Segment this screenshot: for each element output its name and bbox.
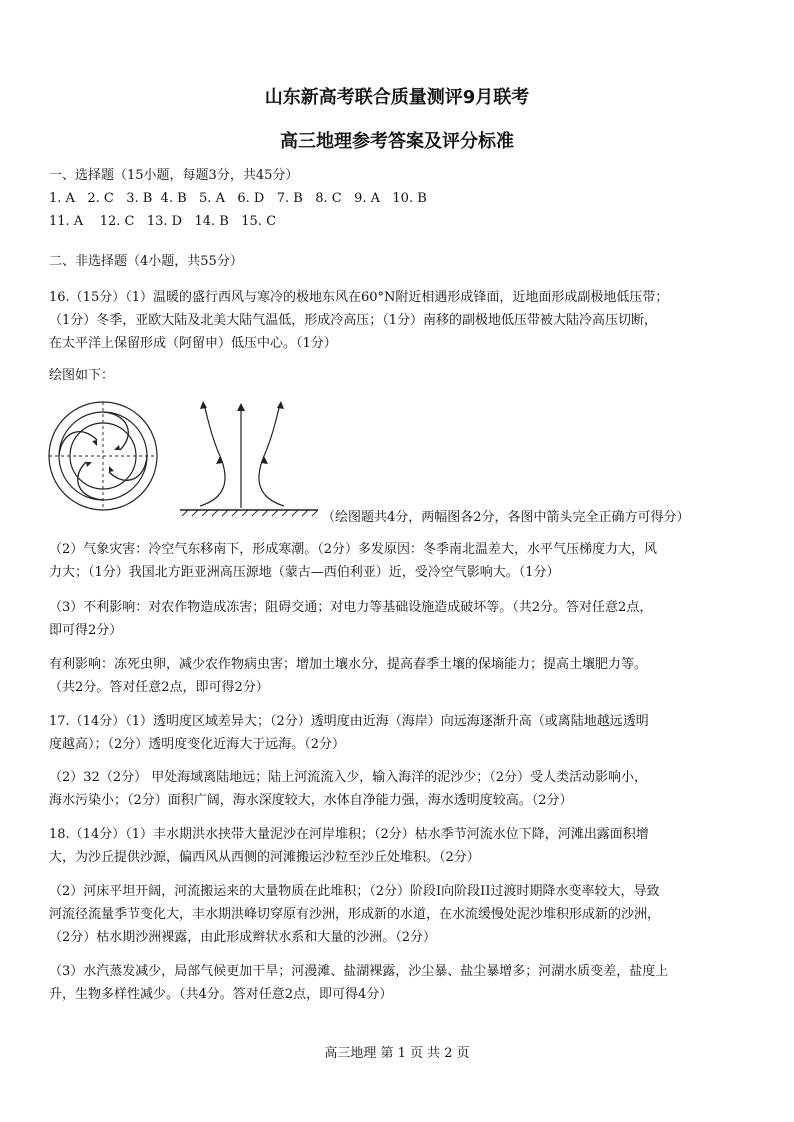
page-footer: 高三地理 第 1 页 共 2 页 (324, 1046, 470, 1061)
text-line: 16.（15分）（1）温暖的盛行西风与寒冷的极地东风在60°N附近相遇形成锋面，近地面形成副极地低压带； (49, 290, 669, 305)
text-line: （2）气象灾害：冷空气东移南下，形成寒潮。（2分）多发原因：冬季南北温差大，水平气压梯度力大，风 (49, 542, 658, 557)
draw-label: 绘图如下： (49, 368, 115, 383)
text-line: 河流径流量季节变化大，丰水期洪峰切穿原有沙洲，形成新的水道，在水流缓慢处泥沙堆积形成新的沙洲， (49, 907, 661, 922)
q18-part2 (49, 880, 749, 949)
text-line: （共2分。答对任意2点，即可得2分） (49, 680, 269, 695)
cyclone-diagram-icon (49, 402, 157, 510)
q16-part2 (49, 538, 749, 584)
q18-part3 (49, 960, 749, 1006)
text-line: （2）河床平坦开阔，河流搬运来的大量物质在此堆积；（2分）阶段I向阶段II过渡时期降水变率较大，导致 (49, 884, 660, 899)
text-line: （1分）冬季，亚欧大陆及北美大陆气温低，形成冷高压；（1分）南移的副极地低压带被大陆冷高压切断， (49, 313, 658, 328)
text-line: 力大；（1分）我国北方距亚洲高压源地（蒙古—西伯利亚）近，受冷空气影响大。（1分） (49, 565, 560, 580)
text-line: （2）32（2分） 甲处海域离陆地远；陆上河流流入少，输入海洋的泥沙少；（2分）受人类活动影响小， (49, 770, 647, 785)
text-line: 度越高）；（2分）透明度变化近海大于远海。（2分） (49, 737, 346, 752)
figure-caption: （绘图题共4分，两幅图各2分，各图中箭头完全正确方可得分） (322, 510, 690, 525)
text-line: （3）不利影响：对农作物造成冻害；阻碍交通；对电力等基础设施造成破坏等。（共2分。答对任意2点， (49, 600, 653, 615)
answers-row-1: 1. A 2. C 3. B 4. B 5. A 6. D 7. B 8. C 9. A 10. B (49, 191, 427, 206)
section2-heading: 二、非选择题（4小题，共55分） (49, 254, 243, 269)
text-line: 在太平洋上保留形成（阿留申）低压中心。（1分） (49, 336, 337, 351)
text-line: 18.（14分）（1）丰水期洪水挟带大量泥沙在河岸堆积；（2分）枯水季节河流水位下降，河滩出露面积增 (49, 827, 649, 842)
text-line: 升，生物多样性减少。（共4分。答对任意2点，即可得4分） (49, 987, 393, 1002)
q16-part3-positive (49, 653, 749, 699)
text-line: （2分）枯水期沙洲裸露，由此形成辫状水系和大量的沙洲。（2分） (49, 930, 437, 945)
q16-part3-negative (49, 596, 749, 642)
q16-figure (48, 398, 348, 523)
answers-row-2: 11. A 12. C 13. D 14. B 15. C (49, 214, 277, 229)
convergence-updraft-diagram-icon (180, 401, 318, 516)
text-line: 大，为沙丘提供沙源，偏西风从西侧的河滩搬运沙粒至沙丘处堆积。（2分） (49, 850, 480, 865)
text-line: （3）水汽蒸发减少，局部气候更加干旱；河漫滩、盐湖裸露，沙尘暴、盐尘暴增多；河湖水质变差，盐度上 (49, 964, 669, 979)
text-line: 即可得2分） (49, 623, 123, 638)
q17-part1 (49, 710, 749, 756)
section1-heading: 一、选择题（15小题，每题3分，共45分） (49, 168, 299, 183)
page-subtitle: 高三地理参考答案及评分标准 (280, 131, 514, 152)
text-line: 有利影响：冻死虫卵，减少农作物病虫害；增加土壤水分，提高春季土壤的保墒能力；提高土壤肥力等。 (49, 657, 648, 672)
q18-part1 (49, 823, 749, 869)
text-line: 海水污染小；（2分）面积广阔，海水深度较大，水体自净能力强，海水透明度较高。（2分） (49, 793, 573, 808)
text-line: 17.（14分）（1）透明度区域差异大；（2分）透明度由近海（海岸）向远海逐渐升高（或离陆地越远透明 (49, 714, 649, 729)
q16-part1 (49, 286, 749, 355)
q17-part2 (49, 766, 749, 812)
page-title: 山东新高考联合质量测评9月联考 (264, 87, 530, 108)
